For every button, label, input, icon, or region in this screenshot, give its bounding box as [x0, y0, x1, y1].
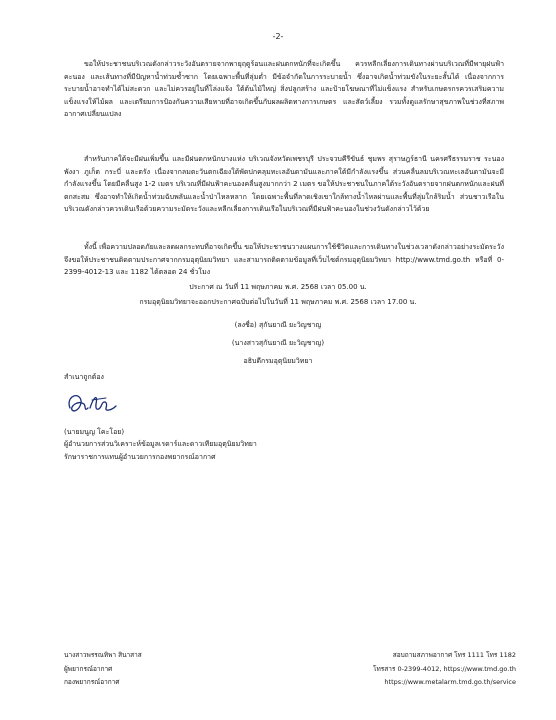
footer-forecaster-role: ผู้พยากรณ์อากาศ	[64, 664, 113, 673]
paragraph-warning-north: ขอให้ประชาชนบริเวณดังกล่าวระวังอันตรายจากพายุฤดูร้อนและฝนตกหนักที่จะเกิดขึ้น ควรหลีกเลี่ยงการเดินทางผ่านบริเวณที่มีพายุฝนฟ้าคะนอง และเส้นทางที่มีปัญหาน้ำท่วมซ้ำซาก โดยเฉพาะพื้นที่ลุ่มต่ำ มีข้อจำกัดในการระบายน้ำ ซึ่งอาจเกิดน้ำท่วมขังในระยะสั้นได้ เนื่องจากการระบายน้ำอาจทำได้ไม่สะดวก และไม่ควรอยู่ในที่โล่งแจ้ง ใต้ต้นไม้ใหญ่ สิ่งปลูกสร้าง และป้ายโฆษณาที่ไม่แข็งแรง สำหรับเกษตรกรควรเสริมความแข็งแรงให้ไม้ผล และเตรียมการป้องกันความเสียหายที่อาจเกิดขึ้นกับผลผลิตทางการเกษตร และสัตว์เลี้ยง รวมทั้งดูแลรักษาสุขภาพในช่วงที่สภาพอากาศเปลี่ยนแปลง	[64, 60, 504, 118]
announcement-date: ประกาศ ณ วันที่ 11 พฤษภาคม พ.ศ. 2568 เวลา 05.00 น.	[189, 283, 367, 291]
certified-copy-label: สำเนาถูกต้อง	[64, 373, 104, 381]
handwritten-signature	[62, 386, 122, 422]
next-announcement: กรมอุตุนิยมวิทยาจะออกประกาศฉบับต่อไปในวันที่ 11 พฤษภาคม พ.ศ. 2568 เวลา 17.00 น.	[139, 298, 417, 306]
footer-contact-left	[64, 649, 142, 690]
signer-name: (นางสาวสุกันยาณี ยะวิญชาญ)	[231, 339, 325, 347]
paragraph-advice: ทั้งนี้ เพื่อความปลอดภัยและลดผลกระทบที่อาจเกิดขึ้น ขอให้ประชาชนวางแผนการใช้ชีวิตและการเดินทางในช่วงเวลาดังกล่าวอย่างระมัดระวัง จึงขอให้ประชาชนติดตามประกาศจากกรมอุตุนิยมวิทยา และสามารถติดตามข้อมูลที่เว็บไซต์กรมอุตุนิยมวิทยา http://www.tmd.go.th หรือที่ 0-2399-4012-13 และ 1182 ได้ตลอด 24 ชั่วโมง	[64, 243, 504, 276]
footer-service-link[interactable]: https://www.metalarm.tmd.go.th/service	[384, 678, 516, 686]
footer-division: กองพยากรณ์อากาศ	[64, 678, 120, 686]
certifier-title-2: รักษาราชการแทนผู้อำนวยการกองพยากรณ์อากาศ	[64, 453, 216, 461]
signed-line: (ลงชื่อ) สุกันยาณี ยะวิญชาญ	[234, 321, 322, 329]
footer-fax-website: โทรสาร 0-2399-4012, https://www.tmd.go.th	[373, 664, 516, 673]
certifier-title-1: ผู้อำนวยการส่วนวิเคราะห์ข้อมูลเรดาร์และดาวเทียมอุตุนิยมวิทยา	[64, 440, 257, 448]
footer-hotline: สอบถามสภาพอากาศ โทร 1111 โทร 1182	[392, 651, 516, 659]
page-number: -2-	[272, 32, 284, 41]
footer-forecaster-name: นางสาวพรรณทิพา สินาสาส	[64, 651, 142, 659]
footer-contact-right	[373, 649, 516, 690]
paragraph-south-forecast: สำหรับภาคใต้จะมีฝนเพิ่มขึ้น และมีฝนตกหนักบางแห่ง บริเวณจังหวัดเพชรบุรี ประจวบคีรีขันธ์ ชุมพร สุราษฎร์ธานี นครศรีธรรมราช ระนอง พังงา ภูเก็ต กระบี่ และตรัง เนื่องจากลมตะวันตกเฉียงใต้พัดปกคลุมทะเลอันดามันและภาคใต้มีกำลังแรงขึ้น ส่วนคลื่นลมบริเวณทะเลอันดามันจะมีกำลังแรงขึ้น โดยมีคลื่นสูง 1-2 เมตร บริเวณที่มีฝนฟ้าคะนองคลื่นสูงมากกว่า 2 เมตร ขอให้ประชาชนในภาคใต้ระวังอันตรายจากฝนตกหนักและฝนที่ตกสะสม ซึ่งอาจทำให้เกิดน้ำท่วมฉับพลันและน้ำป่าไหลหลาก โดยเฉพาะพื้นที่ลาดเชิงเขาใกล้ทางน้ำไหลผ่านและพื้นที่ลุ่มใกล้ริมน้ำ ส่วนชาวเรือในบริเวณดังกล่าวควรเดินเรือด้วยความระมัดระวังและหลีกเลี่ยงการเดินเรือในบริเวณที่มีฝนฟ้าคะนองในช่วงวันดังกล่าวไว้ด้วย	[64, 155, 504, 213]
certifier-name: (นายมนูญ โคะโอย)	[64, 428, 125, 436]
signer-title: อธิบดีกรมอุตุนิยมวิทยา	[243, 357, 313, 365]
